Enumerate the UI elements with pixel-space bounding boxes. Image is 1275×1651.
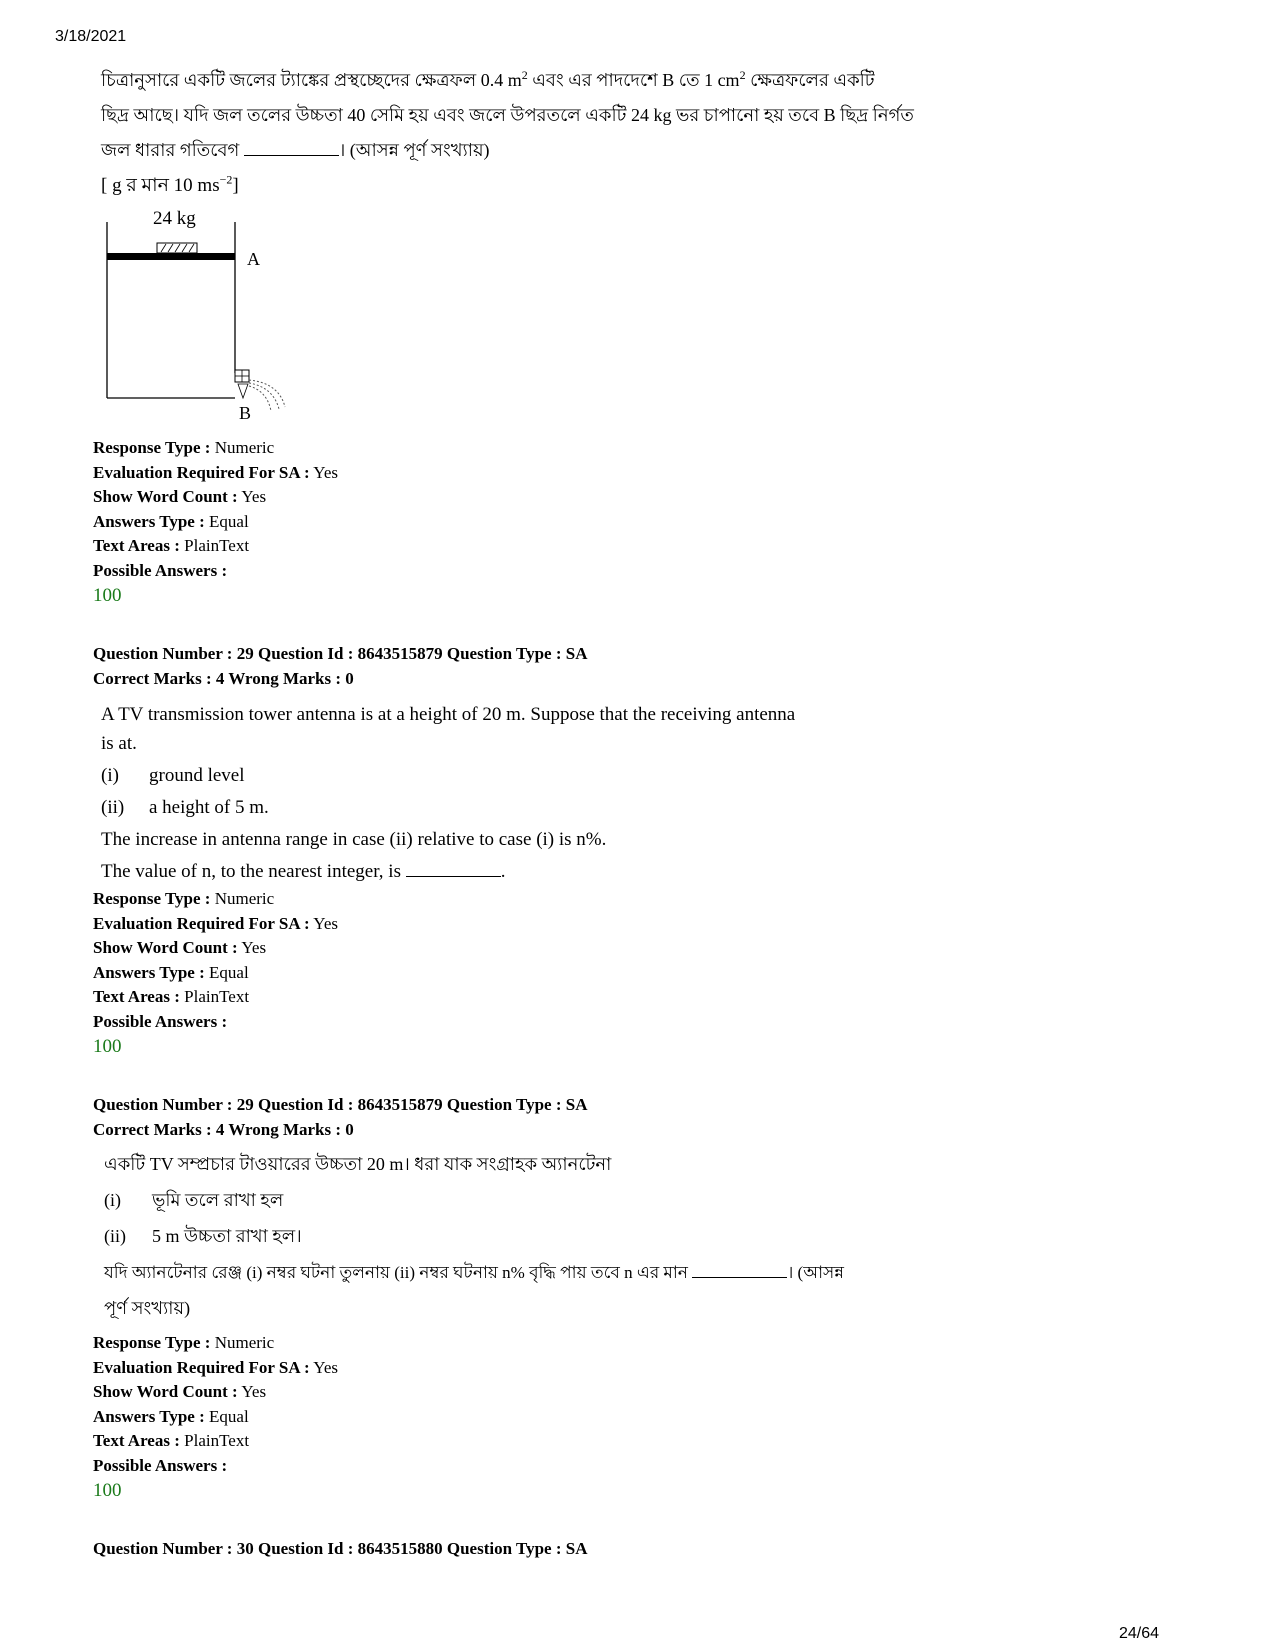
q29-en-line4-a: The value of n, to the nearest integer, is — [101, 861, 401, 882]
meta-label: Text Areas : — [93, 536, 180, 555]
meta-label: Evaluation Required For SA : — [93, 462, 310, 482]
q28-line1-c: ক্ষেত্রফলের একটি — [745, 70, 875, 90]
q29-bengali-text — [104, 1148, 894, 1328]
meta-value: PlainText — [184, 987, 250, 1006]
possible-answer: 100 — [93, 1036, 122, 1057]
meta-label: Evaluation Required For SA : — [93, 1357, 310, 1377]
option-number: (i) — [101, 765, 119, 786]
meta-label: Text Areas : — [93, 987, 180, 1006]
meta-label: Show Word Count : — [93, 487, 238, 506]
meta-value: Yes — [313, 1357, 339, 1377]
print-date: 3/18/2021 — [55, 28, 127, 45]
answer-blank — [692, 1261, 787, 1278]
marks-line: Correct Marks : 4 Wrong Marks : 0 — [93, 668, 354, 688]
meta-block-3 — [93, 1331, 338, 1504]
meta-value: Equal — [209, 511, 249, 531]
option-text: 5 m উচ্চতা রাখা হল। — [152, 1226, 302, 1246]
option-text: ground level — [149, 765, 245, 786]
figure-label-b: B — [239, 403, 252, 423]
possible-answer: 100 — [93, 1480, 122, 1501]
meta-value: PlainText — [184, 1431, 250, 1450]
q29-en-line1: A TV transmission tower antenna is at a height of 20 m. Suppose that the receiving antenna — [101, 704, 796, 725]
option-number: (ii) — [104, 1226, 126, 1246]
meta-value: Equal — [209, 962, 249, 982]
q28-line4-b: ] — [232, 175, 239, 196]
q28-line3-b: । (আসন্ন পূর্ণ সংখ্যায়) — [338, 140, 490, 160]
q28-line4-sup: −2 — [219, 172, 233, 187]
q29-en-line3: The increase in antenna range in case (ii) relative to case (i) is n%. — [101, 829, 607, 850]
tank-figure — [95, 205, 295, 425]
q28-line1-sup: 2 — [521, 68, 528, 82]
q28-line3-a: জল ধারার গতিবেগ — [101, 140, 240, 160]
q29-bn-line1: একটি TV সম্প্রচার টাওয়ারের উচ্চতা 20 m। ধরা যাক সংগ্রাহক অ্যানটেনা — [104, 1154, 612, 1174]
question-header-line: Question Number : 29 Question Id : 8643515879 Question Type : SA — [93, 644, 588, 663]
q28-line2: ছিদ্র আছে। যদি জল তলের উচ্চতা 40 সেমি হয় এবং জলে উপরতলে একটি 24 kg ভর চাপানো হয় তবে B ছিদ্র নির্গত — [101, 105, 914, 125]
q28-bengali-text — [101, 64, 914, 204]
option-number: (ii) — [101, 797, 125, 818]
meta-label: Response Type : — [93, 1333, 211, 1352]
meta-label: Show Word Count : — [93, 938, 238, 957]
meta-label: Possible Answers : — [93, 1011, 228, 1031]
water-jet-2 — [249, 383, 279, 409]
meta-label: Possible Answers : — [93, 1455, 228, 1475]
meta-value: Equal — [209, 1406, 249, 1426]
meta-label: Text Areas : — [93, 1431, 180, 1450]
meta-label: Answers Type : — [93, 1406, 205, 1426]
meta-value: Numeric — [214, 889, 275, 908]
meta-label: Evaluation Required For SA : — [93, 913, 310, 933]
meta-value: Yes — [313, 913, 339, 933]
q30-header — [93, 1537, 587, 1562]
option-number: (i) — [104, 1190, 121, 1210]
meta-value: PlainText — [184, 536, 250, 555]
answer-blank — [406, 860, 501, 877]
meta-value: Yes — [241, 938, 267, 957]
question-header-line: Question Number : 30 Question Id : 8643515880 Question Type : SA — [93, 1539, 588, 1558]
q29-bn-header — [93, 1093, 587, 1142]
meta-block-1 — [93, 436, 338, 609]
option-text: a height of 5 m. — [149, 797, 269, 818]
water-jet-1 — [249, 386, 271, 411]
meta-block-2 — [93, 887, 338, 1060]
meta-value: Yes — [313, 462, 339, 482]
q28-line1-b: এবং এর পাদদেশে B তে 1 cm — [527, 70, 740, 90]
q28-line1-a: চিত্রানুসারে একটি জলের ট্যাঙ্কের প্রস্থচ্ছেদের ক্ষেত্রফল 0.4 m — [101, 70, 522, 90]
meta-label: Possible Answers : — [93, 560, 228, 580]
meta-label: Show Word Count : — [93, 1382, 238, 1401]
page-number: 24/64 — [1118, 1625, 1159, 1642]
q29-en-header — [93, 642, 587, 691]
possible-answer: 100 — [93, 585, 122, 606]
meta-label: Answers Type : — [93, 962, 205, 982]
piston-plate — [107, 253, 235, 260]
q29-bn-line3: পূর্ণ সংখ্যায়) — [104, 1298, 191, 1318]
meta-value: Yes — [241, 1382, 267, 1401]
outlet-nozzle — [238, 384, 248, 398]
figure-label-a: A — [247, 249, 260, 269]
answer-blank — [244, 139, 339, 156]
mass-block — [157, 243, 197, 253]
meta-label: Answers Type : — [93, 511, 205, 531]
meta-value: Numeric — [214, 1333, 275, 1352]
q29-english-text — [101, 698, 891, 887]
q29-en-line2: is at. — [101, 733, 137, 754]
meta-label: Response Type : — [93, 438, 211, 457]
meta-value: Yes — [241, 487, 267, 506]
meta-label: Response Type : — [93, 889, 211, 908]
option-text: ভূমি তলে রাখা হল — [152, 1190, 284, 1210]
marks-line: Correct Marks : 4 Wrong Marks : 0 — [93, 1119, 354, 1139]
q29-bn-line2-a: যদি অ্যানটেনার রেঞ্জ (i) নম্বর ঘটনা তুলনায় (ii) নম্বর ঘটনায় n% বৃদ্ধি পায় তবে n এর মান — [104, 1263, 688, 1282]
q29-bn-line2-b: । (আসন্ন — [787, 1263, 844, 1282]
q29-en-line4-b: . — [500, 861, 506, 882]
q28-line4-a: [ g র মান 10 ms — [101, 175, 220, 196]
question-header-line: Question Number : 29 Question Id : 8643515879 Question Type : SA — [93, 1095, 588, 1114]
q28-line1-sup2: 2 — [739, 68, 746, 82]
figure-mass-label: 24 kg — [153, 208, 196, 229]
meta-value: Numeric — [214, 438, 275, 457]
